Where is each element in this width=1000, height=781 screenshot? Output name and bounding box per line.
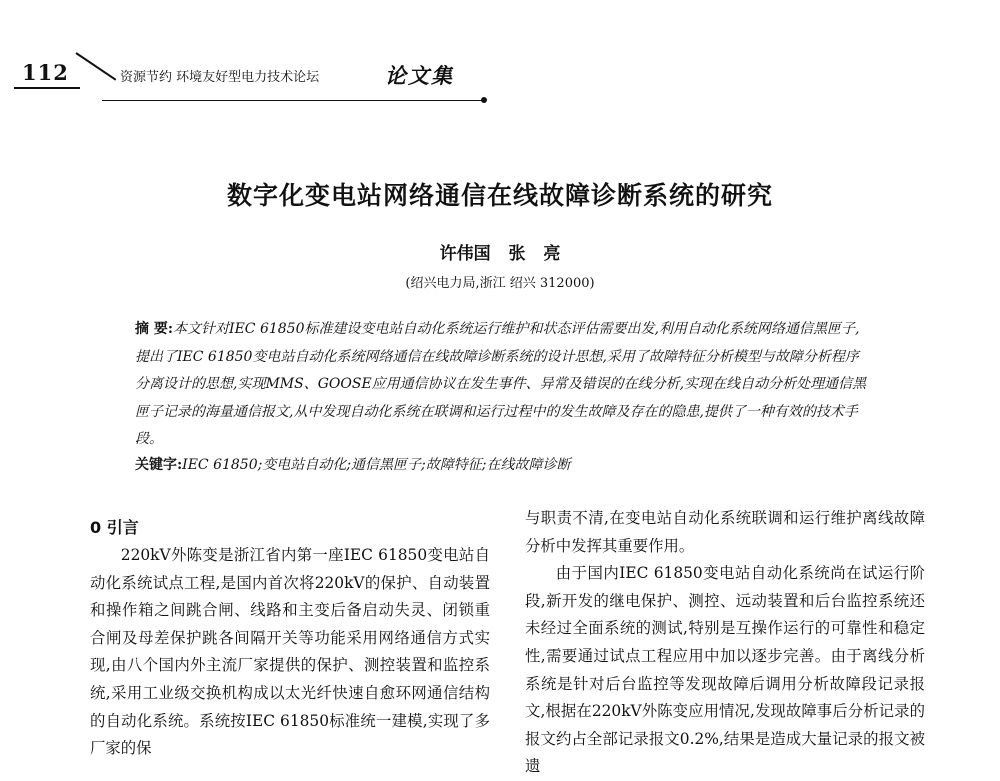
keywords-text: IEC 61850;变电站自动化;通信黑匣子;故障特征;在线故障诊断 [182,457,571,473]
left-column [90,542,490,763]
header-slash-divider [75,52,116,80]
header-underline [14,87,80,89]
right-column-paragraph: 由于国内IEC 61850变电站自动化系统尚在试运行阶段,新开发的继电保护、测控、远动装置和后台监控系统还未经过全面系统的测试,特别是互操作运行的可靠性和稳定性,需要通过试点工程应用中加以逐步完善。由于离线分析系统是针对后台监控等发现故障后调用分析故障段记录报文,根据在220kV外陈变应用情况,发现故障事后分析记录的报文约占全部记录报文0.2%,结果是造成大量记录的报文被遗 [525,564,925,776]
header-rule-dot [481,97,487,103]
keywords [135,454,870,474]
author-affiliation: (绍兴电力局,浙江 绍兴 312000) [405,276,595,291]
page-number: 112 [22,60,69,85]
header-conference-name: 资源节约 环境友好型电力技术论坛 [120,70,320,85]
header-rule [102,100,482,101]
left-column-paragraph: 220kV外陈变是浙江省内第一座IEC 61850变电站自动化系统试点工程,是国内首次将220kV的保护、自动装置和操作箱之间跳合闸、线路和主变后备启动失灵、闭锁重合闸及母差保护跳各间隔开关等功能采用网络通信方式实现,由八个国内外主流厂家提供的保护、测控装置和监控系统,采用工业级交换机构成以太光纤快速自愈环网通信结构的自动化系统。系统按IEC 61850标准统一建模,实现了多厂家的保 [90,546,490,758]
paper-title: 数字化变电站网络通信在线故障诊断系统的研究 [226,181,773,210]
paper-authors: 许伟国 张 亮 [439,244,561,264]
keywords-label: 关键字: [135,457,183,473]
abstract-label: 摘 要: [135,321,174,337]
section-heading: 0 引言 [90,518,139,537]
abstract-text: 本文针对IEC 61850标准建设变电站自动化系统运行维护和状态评估需要出发,利用自动化系统网络通信黑匣子,提出了IEC 61850变电站自动化系统网络通信在线故障诊断系统的设计思想,采用了故障特征分析模型与故障分析程序分离设计的思想,实现MMS、GOOSE应用通信协议在发生事件、异常及错误的在线分析,实现在线自动分析处理通信黑匣子记录的海量通信报文,从中发现自动化系统在联调和运行过程中的发生故障及存在的隐患,提供了一种有效的技术手段。 [135,321,867,448]
abstract [135,316,870,454]
right-column-paragraph-continued: 与职责不清,在变电站自动化系统联调和运行维护离线故障分析中发挥其重要作用。 [525,509,925,555]
right-column [525,505,925,781]
header-book-title: 论文集 [385,63,454,88]
